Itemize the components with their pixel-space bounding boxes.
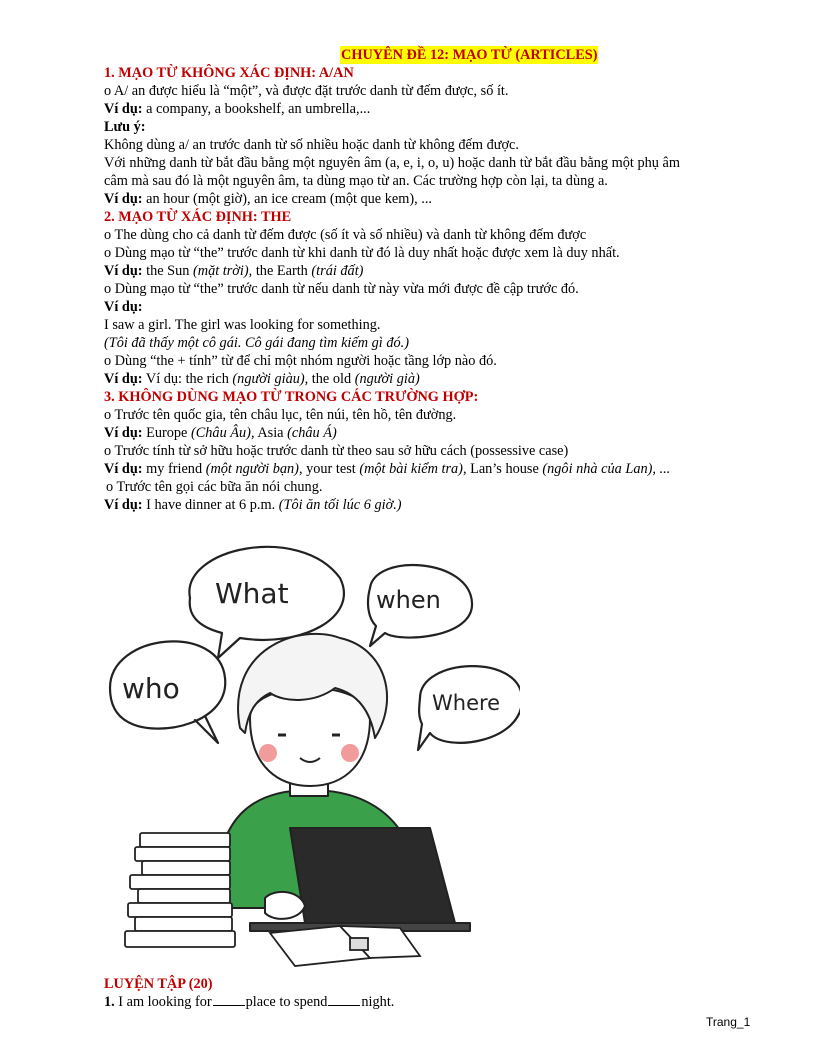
s3-example-1: Ví dụ: Europe (Châu Âu), Asia (châu Á) xyxy=(104,425,337,441)
s3-example-2: Ví dụ: my friend (một người bạn), your test (một bài kiểm tra), Lan’s house (ngôi nhà của Lan), ... xyxy=(104,461,671,477)
bubble-text-when: when xyxy=(376,586,441,614)
s2-line-5: I saw a girl. The girl was looking for something. xyxy=(104,317,381,333)
s2-line-6: (Tôi đã thấy một cô gái. Cô gái đang tìm kiếm gì đó.) xyxy=(104,335,409,351)
s2-line-7: o Dùng “the + tính” từ để chỉ một nhóm người hoặc tầng lớp nào đó. xyxy=(104,353,497,369)
s1-line-1: o A/ an được hiểu là “một”, và được đặt trước danh từ đếm được, số ít. xyxy=(104,83,509,99)
s1-note-label: Lưu ý: xyxy=(104,119,146,135)
bubble-text-who: who xyxy=(122,672,180,705)
s3-line-3: o Trước tính từ sở hữu hoặc trước danh từ theo sau sở hữu cách (possessive case) xyxy=(104,443,569,459)
bubble-text-where: Where xyxy=(432,691,501,715)
answer-blank-1[interactable] xyxy=(213,993,245,1006)
section-3-heading: 3. KHÔNG DÙNG MẠO TỪ TRONG CÁC TRƯỜNG HỢP: xyxy=(104,389,479,405)
s3-example-3: Ví dụ: I have dinner at 6 p.m. (Tôi ăn tối lúc 6 giờ.) xyxy=(104,497,402,513)
s1-example: Ví dụ: a company, a bookshelf, an umbrella,... xyxy=(104,101,371,117)
s3-line-5: o Trước tên gọi các bữa ăn nói chung. xyxy=(106,479,323,495)
answer-blank-2[interactable] xyxy=(328,993,360,1006)
section-1-heading: 1. MẠO TỪ KHÔNG XÁC ĐỊNH: A/AN xyxy=(104,65,354,81)
page-title: CHUYÊN ĐỀ 12: MẠO TỪ (ARTICLES) xyxy=(341,47,598,63)
open-book xyxy=(270,926,420,966)
s2-example-2: Ví dụ: Ví dụ: the rich (người giàu), the old (người già) xyxy=(104,371,420,387)
s1-line-5: câm mà sau đó là một nguyên âm, ta dùng mạo từ an. Các trường hợp còn lại, ta dùng a. xyxy=(104,173,608,189)
example-label: Ví dụ: xyxy=(104,101,143,117)
s1-example-2: Ví dụ: an hour (một giờ), an ice cream (một que kem), ... xyxy=(104,191,432,207)
student-laptop-illustration xyxy=(100,528,520,968)
bubble-text-what: What xyxy=(215,577,289,610)
s2-line-1: o The dùng cho cả danh từ đếm được (số ít và số nhiều) và danh từ không đếm được xyxy=(104,227,587,243)
s1-line-3: Không dùng a/ an trước danh từ số nhiều hoặc danh từ không đếm được. xyxy=(104,137,519,153)
s2-line-2: o Dùng mạo từ “the” trước danh từ khi danh từ đó là duy nhất hoặc được xem là duy nhất. xyxy=(104,245,620,261)
s2-line-4: o Dùng mạo từ “the” trước danh từ nếu danh từ này vừa mới được đề cập trước đó. xyxy=(104,281,579,297)
practice-heading: LUYỆN TẬP (20) xyxy=(104,976,213,992)
s2-example-1: Ví dụ: the Sun (mặt trời), the Earth (trái đất) xyxy=(104,263,364,279)
section-2-heading: 2. MẠO TỪ XÁC ĐỊNH: THE xyxy=(104,209,292,225)
s1-line-4: Với những danh từ bắt đầu bằng một nguyên âm (a, e, i, o, u) hoặc danh từ bắt đầu bằng một phụ âm xyxy=(104,155,680,171)
page-number: Trang_1 xyxy=(706,1015,751,1029)
s2-example-label: Ví dụ: xyxy=(104,299,143,315)
book-stack xyxy=(125,833,235,947)
s3-line-1: o Trước tên quốc gia, tên châu lục, tên núi, tên hồ, tên đường. xyxy=(104,407,457,423)
practice-question-1: 1. I am looking for place to spend night. xyxy=(104,994,395,1010)
